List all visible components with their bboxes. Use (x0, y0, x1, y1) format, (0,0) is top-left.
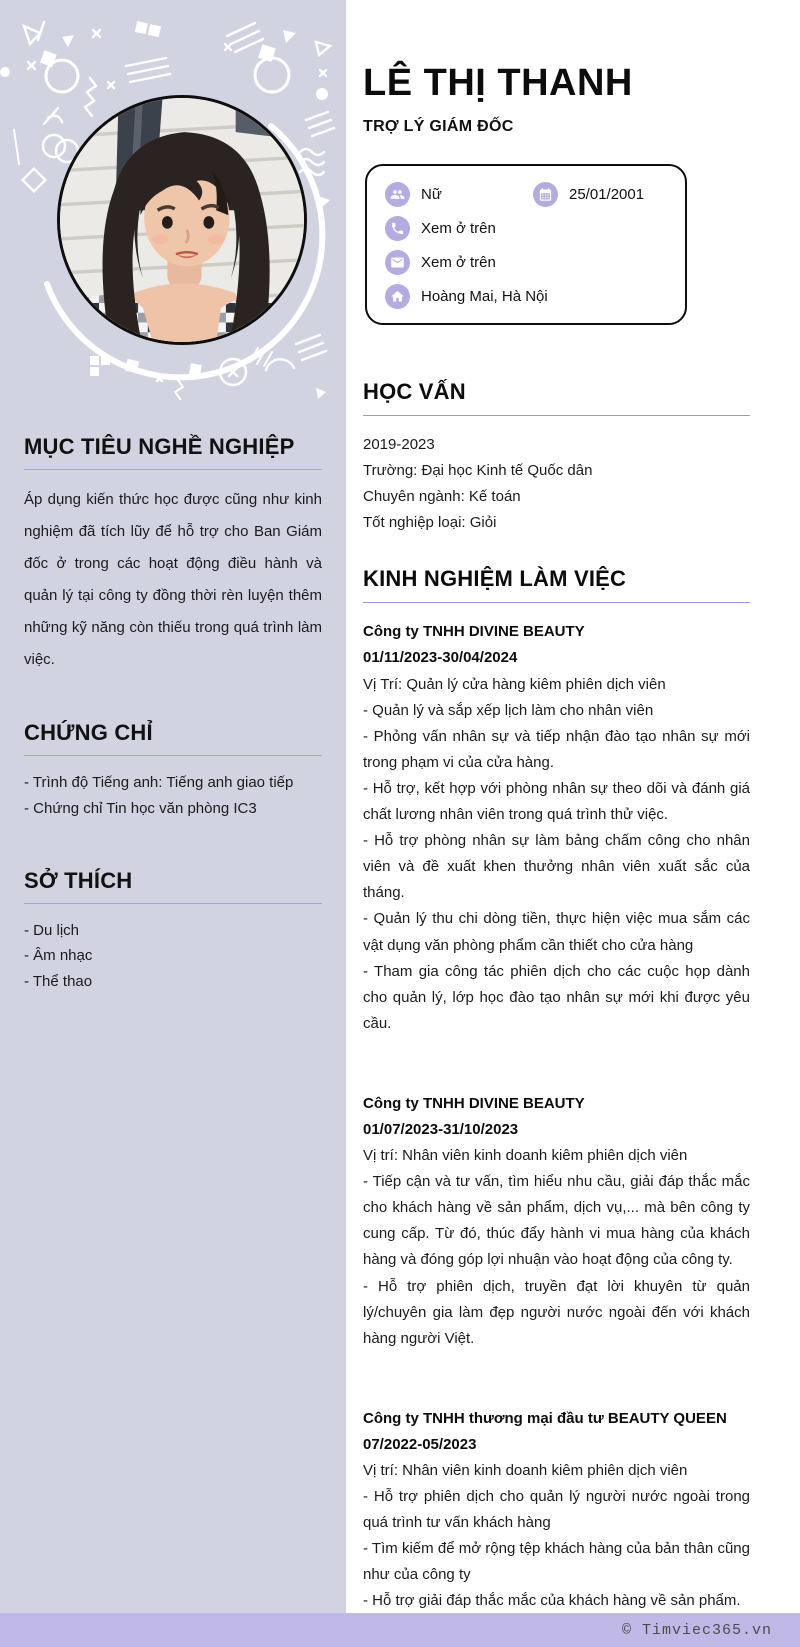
section-experience (363, 566, 750, 1613)
education-grade: Tốt nghiệp loại: Giỏi (363, 514, 497, 532)
list-item: - Du lịch (24, 921, 80, 939)
job-bullet: - Hỗ trợ giải đáp thắc mắc của khách hàng về sản phẩm. (363, 1592, 741, 1610)
profile-photo (57, 95, 307, 345)
certificates-list (24, 770, 322, 822)
job-entry (363, 619, 750, 1037)
contact-email (385, 250, 496, 275)
education-major: Chuyên ngành: Kế toán (363, 488, 521, 506)
job-bullet: - Tiếp cận và tư vấn, tìm hiểu nhu cầu, giải đáp thắc mắc cho khách hàng về sản phẩm, dịch vụ,... mà bên công ty cung cấp. Từ đó, thúc đẩy hành vi mua hàng của khách hàng và đóng góp lợi nhuận vào hoạt động của công ty. (363, 1173, 750, 1269)
job-entry (363, 1091, 750, 1352)
main-column (346, 0, 800, 1613)
contact-card (365, 164, 687, 325)
hobbies-list (24, 918, 322, 996)
education-heading: HỌC VẤN (363, 379, 466, 404)
list-item: - Trình độ Tiếng anh: Tiếng anh giao tiếp (24, 773, 294, 791)
contact-birthday (533, 182, 644, 207)
job-bullet: - Quản lý và sắp xếp lịch làm cho nhân viên (363, 701, 654, 719)
calendar-icon (533, 182, 558, 207)
phone-icon (385, 216, 410, 241)
contact-row (385, 216, 667, 241)
job-bullet: - Quản lý thu chi dòng tiền, thực hiện việc mua sắm các vật dụng văn phòng phẩm cần thiết cho cửa hàng (363, 910, 750, 954)
objective-heading: MỤC TIÊU NGHỀ NGHIỆP (24, 434, 295, 459)
list-item: - Thể thao (24, 973, 93, 991)
photo-area (0, 0, 346, 400)
job-bullet: - Hỗ trợ phiên dịch cho quản lý người nước ngoài trong quá trình tư vấn khách hàng (363, 1488, 750, 1532)
experience-heading: KINH NGHIỆM LÀM VIỆC (363, 566, 627, 592)
contact-row (385, 182, 667, 207)
heading-rule (24, 755, 322, 756)
mail-icon (385, 250, 410, 275)
sidebar (0, 0, 346, 1613)
heading-rule (24, 903, 322, 904)
certificates-heading: CHỨNG CHỈ (24, 719, 153, 745)
job-bullet: - Hỗ trợ phiên dịch, truyền đạt lời khuyên từ quản lý/chuyên gia làm đẹp người nước ngoài đến với khách hàng người Việt. (363, 1277, 750, 1347)
gender-value: Nữ (421, 186, 442, 203)
home-icon (385, 284, 410, 309)
email-value: Xem ở trên (421, 254, 496, 271)
heading-rule (24, 469, 322, 470)
contact-row (385, 250, 667, 275)
contact-gender (385, 182, 533, 207)
list-item: - Âm nhạc (24, 947, 93, 965)
section-certificates (0, 720, 346, 822)
phone-value: Xem ở trên (421, 220, 496, 237)
candidate-title: TRỢ LÝ GIÁM ĐỐC (363, 118, 514, 135)
job-bullet: - Hỗ trợ phòng nhân sự làm bảng chấm công cho nhân viên và đề xuất khen thưởng nhân viên xuất sắc của tháng. (363, 832, 750, 902)
education-school: Trường: Đại học Kinh tế Quốc dân (363, 462, 593, 480)
job-bullet: - Tìm kiếm để mở rộng tệp khách hàng của bản thân cũng như của công ty (363, 1540, 750, 1584)
contact-address (385, 284, 548, 309)
footer-copyright: © Timviec365.vn (621, 1621, 772, 1639)
section-education (363, 379, 750, 536)
people-icon (385, 182, 410, 207)
list-item: - Chứng chỉ Tin học văn phòng IC3 (24, 799, 257, 817)
job-company: Công ty TNHH DIVINE BEAUTY (363, 623, 585, 641)
education-years: 2019-2023 (363, 436, 435, 453)
job-position: Vị trí: Nhân viên kinh doanh kiêm phiên dịch viên (363, 1462, 688, 1479)
portrait-illustration (60, 98, 304, 342)
birthday-value: 25/01/2001 (569, 186, 645, 203)
section-hobbies (0, 868, 346, 996)
job-company: Công ty TNHH thương mại đầu tư BEAUTY QUEEN (363, 1409, 727, 1427)
contact-row (385, 284, 667, 309)
job-dates: 07/2022-05/2023 (363, 1435, 477, 1453)
job-dates: 01/11/2023-30/04/2024 (363, 649, 518, 667)
contact-phone (385, 216, 496, 241)
job-bullet: - Tham gia công tác phiên dịch cho các cuộc họp dành cho quản lý, lớp học đào tạo nhân sự mới khi được yêu cầu. (363, 962, 750, 1032)
candidate-name: LÊ THỊ THANH (363, 62, 633, 104)
job-position: Vị Trí: Quản lý cửa hàng kiêm phiên dịch viên (363, 675, 666, 693)
address-value: Hoàng Mai, Hà Nội (421, 288, 548, 305)
job-dates: 01/07/2023-31/10/2023 (363, 1120, 519, 1138)
objective-text: Áp dụng kiến thức học được cũng như kinh nghiệm đã tích lũy để hỗ trợ cho Ban Giám đốc ở trong các hoạt động điều hành và quản lý tại công ty đồng thời rèn luyện thêm những kỹ năng còn thiếu trong quá trình làm việc. (24, 491, 322, 668)
job-company: Công ty TNHH DIVINE BEAUTY (363, 1094, 585, 1112)
hobbies-heading: SỞ THÍCH (24, 867, 133, 893)
heading-rule (363, 602, 750, 603)
job-entry (363, 1406, 750, 1613)
heading-rule (363, 415, 750, 416)
footer-bar (0, 1613, 800, 1647)
job-position: Vị trí: Nhân viên kinh doanh kiêm phiên dịch viên (363, 1147, 688, 1165)
job-bullet: - Hỗ trợ, kết hợp với phòng nhân sự theo dõi và đánh giá chất lương nhân viên trong quá trình thử việc. (363, 779, 750, 824)
section-objective (0, 434, 346, 676)
job-bullet: - Phỏng vấn nhân sự và tiếp nhận đào tạo nhân sự mới trong phạm vi của cửa hàng. (363, 727, 750, 771)
